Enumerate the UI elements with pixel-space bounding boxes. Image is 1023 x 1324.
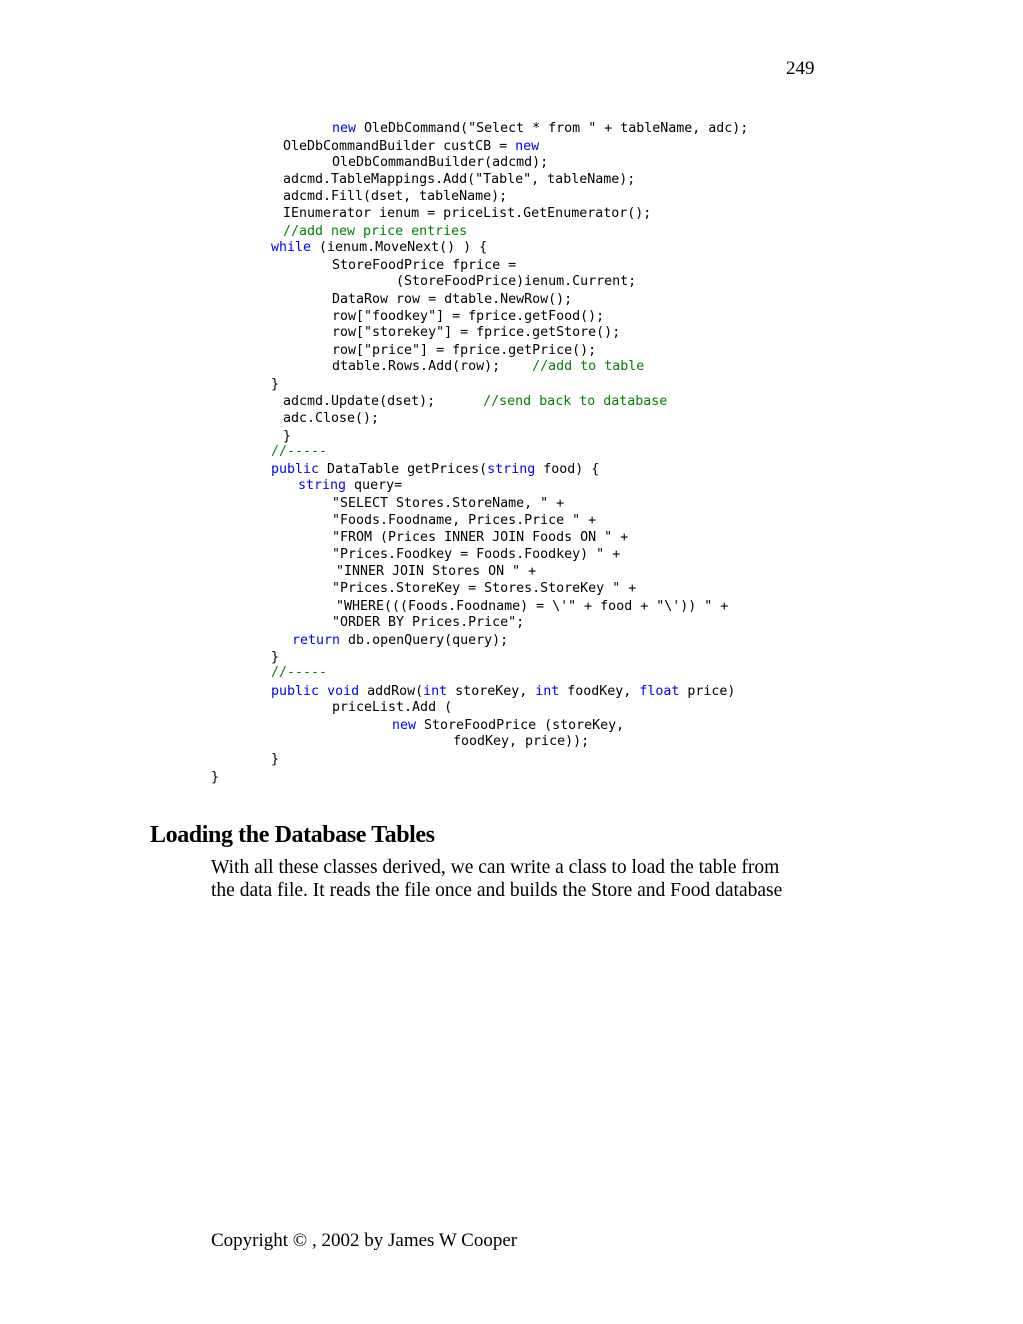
code-keyword: new (392, 718, 417, 733)
code-keyword: float (639, 684, 680, 699)
code-keyword: void (327, 684, 360, 699)
code-text: adcmd.TableMappings.Add("Table", tableName); (283, 172, 636, 187)
code-text: StoreFoodPrice fprice = (332, 258, 517, 273)
code-text: adcmd.Fill(dset, tableName); (283, 189, 508, 204)
code-comment: //add new price entries (283, 224, 468, 239)
code-line (332, 495, 564, 512)
code-line (332, 342, 596, 359)
page-number: 249 (786, 58, 815, 79)
code-line (332, 512, 596, 529)
code-text: storeKey, (447, 684, 536, 699)
code-keyword: string (298, 478, 347, 493)
code-text: adcmd.Update(dset); (283, 394, 484, 409)
code-line (283, 223, 467, 240)
code-keyword: int (535, 684, 560, 699)
code-line (332, 546, 620, 563)
code-line (271, 664, 327, 681)
code-text: } (271, 752, 280, 767)
code-text: IEnumerator ienum = priceList.GetEnumerator(); (283, 206, 652, 221)
code-line (336, 598, 728, 615)
code-line (271, 461, 599, 478)
code-text: addRow( (359, 684, 424, 699)
code-line (271, 443, 327, 460)
code-text: db.openQuery(query); (340, 633, 509, 648)
code-text: "WHERE(((Foods.Foodname) = \'" + food + "\')) " + (336, 599, 729, 614)
code-line (332, 580, 636, 597)
code-line (392, 717, 624, 734)
code-text: adc.Close(); (283, 411, 380, 426)
code-text: foodKey, (559, 684, 640, 699)
code-text: OleDbCommand("Select * from " + tableName, adc); (356, 121, 749, 136)
code-text: row["price"] = fprice.getPrice(); (332, 343, 597, 358)
code-text: DataTable getPrices( (319, 462, 488, 477)
code-line (271, 239, 487, 256)
code-text: (StoreFoodPrice)ienum.Current; (396, 274, 637, 289)
code-line (283, 410, 379, 427)
code-line (332, 699, 452, 716)
code-line (332, 308, 604, 325)
code-line (396, 273, 636, 290)
code-text: row["foodkey"] = fprice.getFood(); (332, 309, 605, 324)
code-line (283, 171, 635, 188)
code-text (319, 684, 327, 699)
code-text: "Prices.Foodkey = Foods.Foodkey) " + (332, 547, 621, 562)
code-line (283, 188, 507, 205)
code-keyword: int (423, 684, 448, 699)
code-comment: //----- (271, 444, 328, 459)
code-line (271, 376, 279, 393)
code-line (332, 291, 572, 308)
code-keyword: return (292, 633, 341, 648)
code-comment: //send back to database (483, 394, 668, 409)
code-text: foodKey, price)); (453, 734, 590, 749)
code-text: "SELECT Stores.StoreName, " + (332, 496, 565, 511)
code-text: price) (679, 684, 736, 699)
code-text: "Foods.Foodname, Prices.Price " + (332, 513, 597, 528)
code-line (332, 120, 748, 137)
code-line (283, 393, 667, 410)
code-text: "FROM (Prices INNER JOIN Foods ON " + (332, 530, 629, 545)
code-text: "Prices.StoreKey = Stores.StoreKey " + (332, 581, 637, 596)
code-keyword: new (515, 139, 540, 154)
code-keyword: while (271, 240, 312, 255)
code-keyword: public (271, 684, 320, 699)
code-text: food) { (535, 462, 600, 477)
code-text: "INNER JOIN Stores ON " + (336, 564, 537, 579)
code-line (332, 154, 548, 171)
paragraph-line: the data file. It reads the file once and builds the Store and Food database (211, 880, 783, 901)
code-line (283, 205, 651, 222)
code-line (336, 563, 536, 580)
code-line (332, 614, 524, 631)
code-keyword: string (487, 462, 536, 477)
code-line (298, 477, 402, 494)
code-text: StoreFoodPrice (storeKey, (416, 718, 625, 733)
paragraph-line: With all these classes derived, we can write a class to load the table from (211, 857, 780, 878)
code-text: query= (346, 478, 403, 493)
code-line (292, 632, 508, 649)
code-text: priceList.Add ( (332, 700, 453, 715)
code-line (332, 529, 628, 546)
code-keyword: public (271, 462, 320, 477)
code-text: row["storekey"] = fprice.getStore(); (332, 325, 621, 340)
code-text: (ienum.MoveNext() ) { (311, 240, 488, 255)
code-line (271, 683, 735, 700)
code-text: } (271, 650, 280, 665)
code-line (271, 751, 279, 768)
copyright-footer: Copyright © , 2002 by James W Cooper (211, 1230, 518, 1251)
code-text: } (271, 377, 280, 392)
section-heading: Loading the Database Tables (150, 822, 435, 848)
code-line (211, 769, 219, 786)
code-text: OleDbCommandBuilder(adcmd); (332, 155, 549, 170)
code-text: } (283, 429, 292, 444)
code-text: OleDbCommandBuilder custCB = (283, 139, 516, 154)
code-comment: //add to table (532, 359, 645, 374)
code-text: DataRow row = dtable.NewRow(); (332, 292, 573, 307)
code-text: } (211, 770, 220, 785)
code-line (332, 358, 644, 375)
code-text: dtable.Rows.Add(row); (332, 359, 533, 374)
code-text: "ORDER BY Prices.Price"; (332, 615, 525, 630)
code-line (332, 257, 516, 274)
code-comment: //----- (271, 665, 328, 680)
code-keyword: new (332, 121, 357, 136)
code-line (332, 324, 620, 341)
code-line (453, 733, 589, 750)
code-line (283, 138, 539, 155)
